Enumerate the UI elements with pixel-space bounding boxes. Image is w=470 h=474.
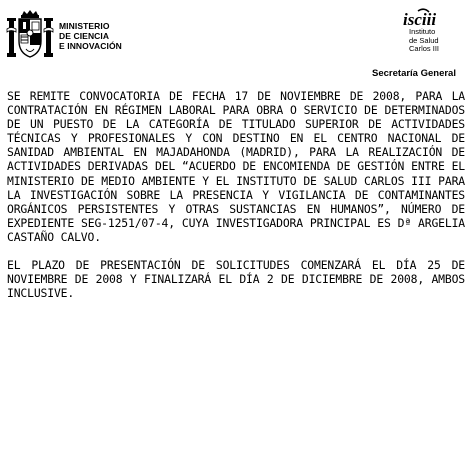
document-body bbox=[7, 89, 465, 300]
institute-line: de Salud bbox=[409, 35, 439, 45]
department-name: Secretaría General bbox=[372, 68, 456, 79]
spanish-coat-of-arms-icon bbox=[6, 9, 54, 61]
institute-line: Carlos III bbox=[409, 44, 440, 53]
ministry-line: E INNOVACIÓN bbox=[59, 41, 122, 51]
body-paragraph: SE REMITE CONVOCATORIA DE FECHA 17 DE NOVIEMBRE DE 2008, PARA LA CONTRATACIÓN EN RÉGIMEN LABORAL PARA OBRA O SERVICIO DE DETERMINADOS DE UN PUESTO DE LA CATEGORÍA DE TITULADO SUPERIOR DE ACTIVIDADES TÉCNICAS Y PROFESIONALES Y CON DESTINO EN EL CENTRO NACIONAL DE SANIDAD AMBIENTAL EN MAJADAHONDA (MADRID), PARA LA REALIZACIÓN DE ACTIVIDADES DERIVADAS DEL “ACUERDO DE ENCOMIENDA DE GESTIÓN ENTRE EL MINISTERIO DE MEDIO AMBIENTE Y EL INSTITUTO DE SALUD CARLOS III PARA LA INVESTIGACIÓN SOBRE LA PRESENCIA Y VIGILANCIA DE CONTAMINANTES ORGÁNICOS PERSISTENTES Y OTRAS SUSTANCIAS EN HUMANOS”, NÚMERO DE EXPEDIENTE SEG-1251/07-4, CUYA INVESTIGADORA PRINCIPAL ES Dª ARGELIA CASTAÑO CALVO. bbox=[7, 89, 465, 244]
institute-name bbox=[409, 28, 439, 54]
ministry-line: MINISTERIO bbox=[59, 21, 110, 31]
ministry-line: DE CIENCIA bbox=[59, 31, 110, 41]
institute-line: Instituto bbox=[409, 27, 436, 36]
letterhead bbox=[0, 0, 470, 80]
ministry-name bbox=[59, 21, 122, 51]
body-paragraph: EL PLAZO DE PRESENTACIÓN DE SOLICITUDES COMENZARÁ EL DÍA 25 DE NOVIEMBRE DE 2008 Y FINALIZARÁ EL DÍA 2 DE DICIEMBRE DE 2008, AMBOS INCLUSIVE. bbox=[7, 258, 465, 301]
institute-logo-text: isciii bbox=[403, 10, 437, 29]
